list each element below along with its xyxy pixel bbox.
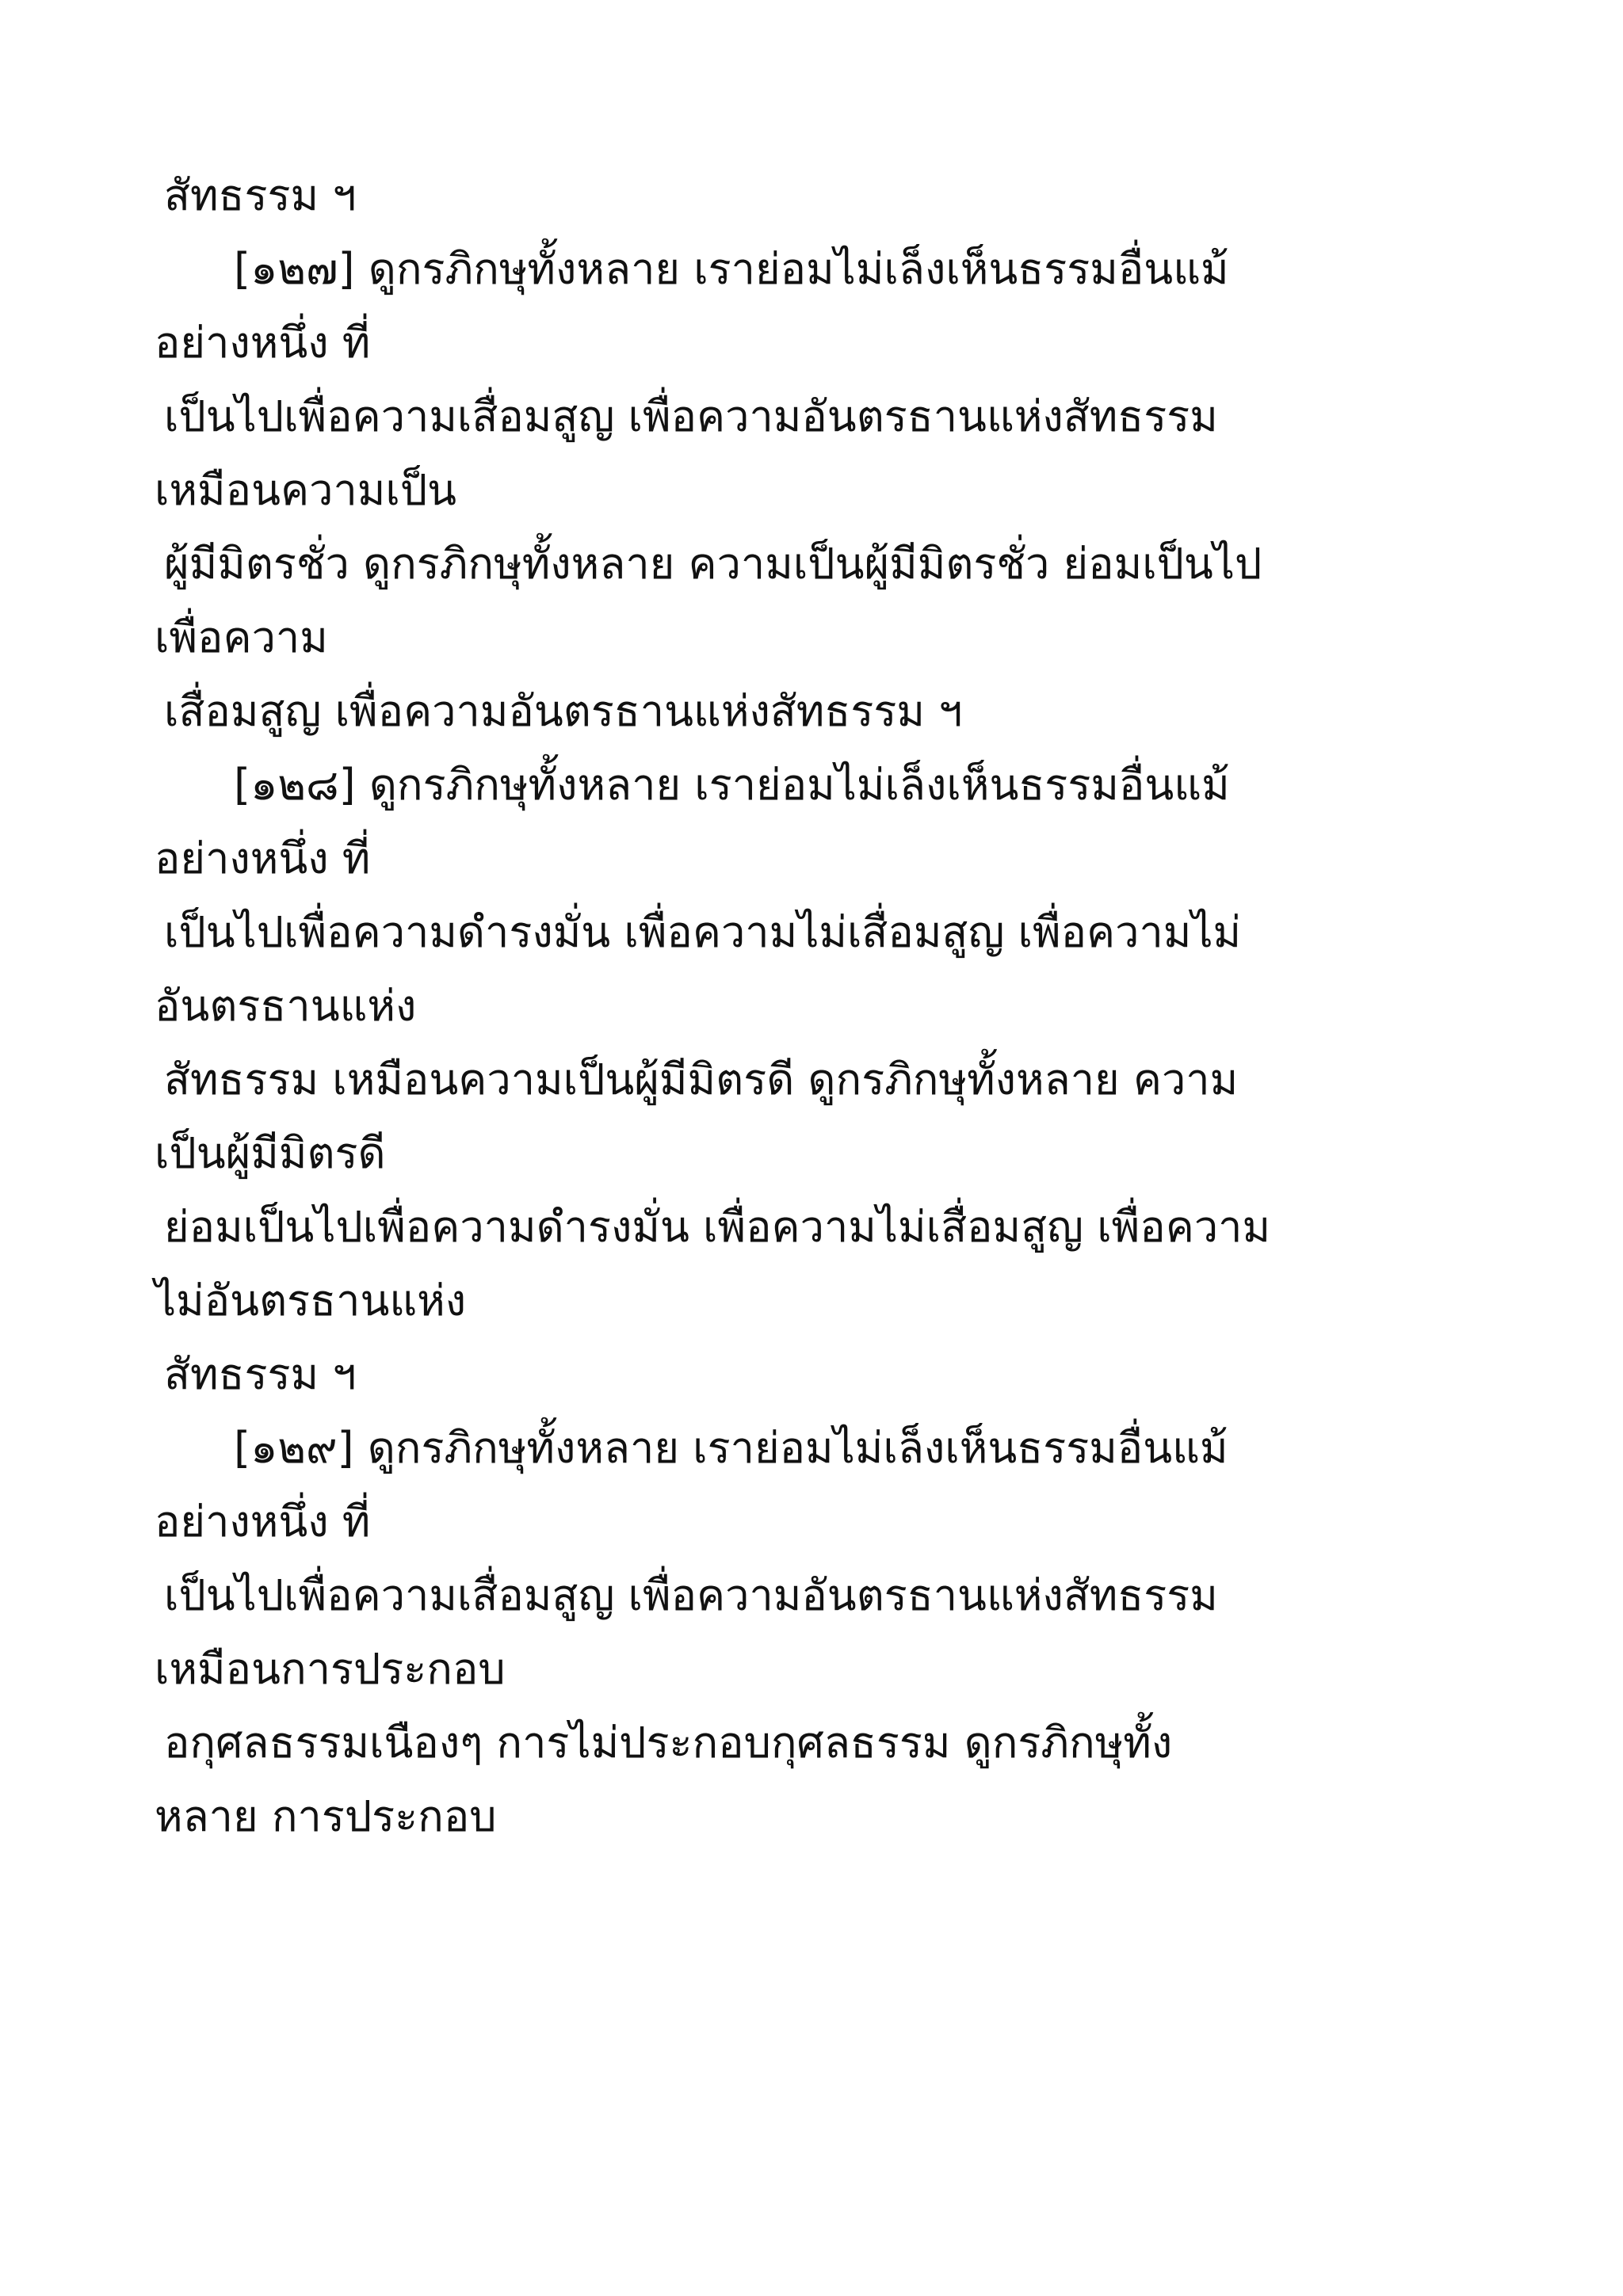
paragraph-129-start: [๑๒๙] ดูกรภิกษุทั้งหลาย เราย่อมไม่เล็งเห็นธรรมอื่นแม้	[234, 1423, 1228, 1473]
text-line: ย่อมเป็นไปเพื่อความดำรงมั่น เพื่อความไม่เสื่อมสูญ เพื่อความ	[164, 1202, 1271, 1252]
text-line: เป็นไปเพื่อความดำรงมั่น เพื่อความไม่เสื่อมสูญ เพื่อความไม่	[164, 907, 1242, 957]
text-line: อกุศลธรรมเนืองๆ การไม่ประกอบกุศลธรรม ดูกรภิกษุทั้ง	[164, 1718, 1173, 1768]
text-line: อย่างหนึ่ง ที่	[155, 318, 371, 368]
text-line: เสื่อมสูญ เพื่อความอันตรธานแห่งสัทธรรม ฯ	[164, 686, 963, 736]
text-line: อย่างหนึ่ง ที่	[155, 1497, 371, 1547]
paragraph-127-start: [๑๒๗] ดูกรภิกษุทั้งหลาย เราย่อมไม่เล็งเห็นธรรมอื่นแม้	[234, 244, 1229, 294]
text-line: ไม่อันตรธานแห่ง	[155, 1276, 467, 1325]
body-text	[155, 158, 1502, 1853]
paragraph-128-start: [๑๒๘] ดูกรภิกษุทั้งหลาย เราย่อมไม่เล็งเห็นธรรมอื่นแม้	[234, 760, 1230, 810]
text-line: อย่างหนึ่ง ที่	[155, 833, 371, 883]
text-line: เป็นผู้มีมิตรดี	[155, 1128, 386, 1178]
text-line: เหมือนความเป็น	[155, 465, 457, 515]
text-line: เหมือนการประกอบ	[155, 1644, 506, 1694]
text-line: สัทธรรม ฯ	[164, 1349, 357, 1399]
text-line: เป็นไปเพื่อความเสื่อมสูญ เพื่อความอันตรธานแห่งสัทธรรม	[164, 391, 1218, 441]
text-line: ผู้มีมิตรชั่ว ดูกรภิกษุทั้งหลาย ความเป็นผู้มีมิตรชั่ว ย่อมเป็นไป	[164, 539, 1262, 589]
text-line: หลาย การประกอบ	[155, 1791, 497, 1841]
text-line: อันตรธานแห่ง	[155, 981, 417, 1031]
text-line: เพื่อความ	[155, 612, 328, 662]
text-line: สัทธรรม เหมือนความเป็นผู้มีมิตรดี ดูกรภิกษุทั้งหลาย ความ	[164, 1055, 1239, 1104]
text-line: สัทธรรม ฯ	[164, 170, 357, 220]
text-line: เป็นไปเพื่อความเสื่อมสูญ เพื่อความอันตรธานแห่งสัทธรรม	[164, 1570, 1218, 1620]
